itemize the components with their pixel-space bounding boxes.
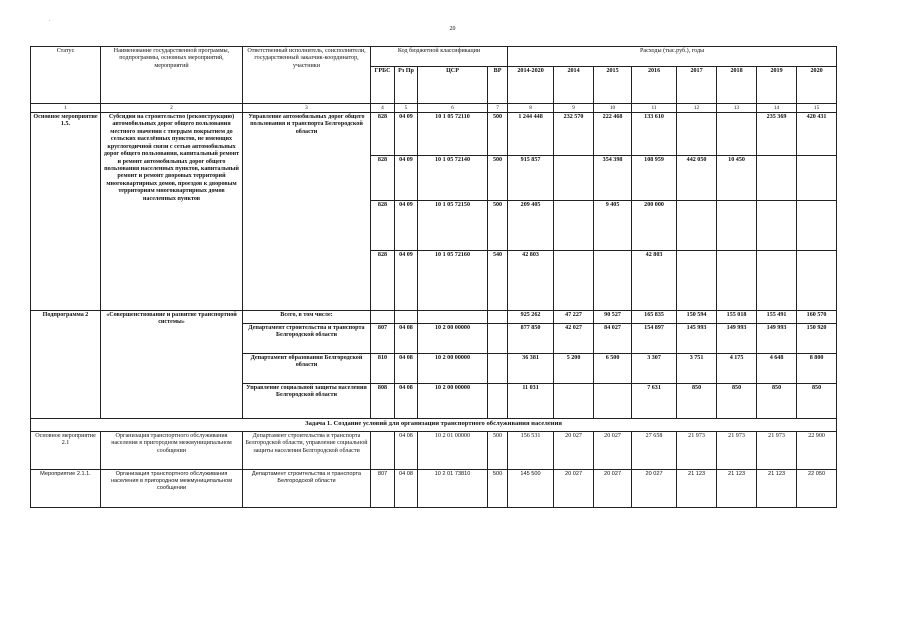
cell-total: 156 531 — [508, 432, 554, 470]
column-number: 7 — [488, 104, 508, 113]
cell-value: 3 307 — [632, 354, 677, 384]
cell-value — [717, 113, 757, 156]
cell-total: 877 850 — [508, 324, 554, 354]
cell-value: 21 123 — [757, 470, 797, 508]
header-status: Статус — [31, 47, 101, 104]
cell-total: 42 803 — [508, 251, 554, 311]
column-number: 1 — [31, 104, 101, 113]
cell-grbs: 828 — [371, 113, 395, 156]
cell-vr — [488, 384, 508, 419]
row-responsible: Департамент образования Белгородской области — [243, 354, 371, 384]
cell-csr: 10 2 00 00000 — [418, 384, 488, 419]
header-year: 2017 — [677, 67, 717, 104]
cell-rzpr — [395, 311, 418, 324]
column-number: 13 — [717, 104, 757, 113]
cell-value: 155 491 — [757, 311, 797, 324]
cell-rzpr: 04 09 — [395, 113, 418, 156]
row-responsible: Всего, в том числе: — [243, 311, 371, 324]
cell-grbs — [371, 311, 395, 324]
cell-value: 850 — [717, 384, 757, 419]
header-row — [31, 47, 837, 67]
cell-value: 155 018 — [717, 311, 757, 324]
cell-value: 222 468 — [594, 113, 632, 156]
cell-value: 22 900 — [797, 432, 837, 470]
cell-value — [797, 201, 837, 251]
row-status: Мероприятие 2.1.1. — [31, 470, 101, 508]
cell-value — [757, 251, 797, 311]
cell-rzpr: 04 08 — [395, 470, 418, 508]
cell-vr — [488, 311, 508, 324]
cell-value: 21 973 — [757, 432, 797, 470]
cell-value — [757, 201, 797, 251]
cell-csr — [418, 311, 488, 324]
cell-value: 850 — [797, 384, 837, 419]
header-vr: ВР — [488, 67, 508, 104]
cell-rzpr: 04 09 — [395, 251, 418, 311]
row-status: Основное мероприятие 1.5. — [31, 113, 101, 311]
cell-value: 4 648 — [757, 354, 797, 384]
cell-value — [554, 251, 594, 311]
cell-vr: 500 — [488, 113, 508, 156]
row-responsible: Управление социальной защиты населения Белгородской области — [243, 384, 371, 419]
cell-total: 209 405 — [508, 201, 554, 251]
header-year: 2015 — [594, 67, 632, 104]
cell-value — [554, 156, 594, 201]
cell-grbs: 828 — [371, 251, 395, 311]
cell-csr: 10 2 00 00000 — [418, 354, 488, 384]
cell-value: 21 973 — [677, 432, 717, 470]
header-year: 2016 — [632, 67, 677, 104]
column-number: 3 — [243, 104, 371, 113]
cell-value: 8 800 — [797, 354, 837, 384]
cell-vr: 500 — [488, 201, 508, 251]
page-number: 20 — [449, 26, 456, 32]
cell-vr — [488, 324, 508, 354]
cell-value: 3 751 — [677, 354, 717, 384]
cell-value: 149 993 — [717, 324, 757, 354]
cell-total: 925 262 — [508, 311, 554, 324]
cell-value: 47 227 — [554, 311, 594, 324]
cell-value — [797, 156, 837, 201]
cell-value — [797, 251, 837, 311]
cell-value: 4 175 — [717, 354, 757, 384]
cell-value: 154 897 — [632, 324, 677, 354]
cell-rzpr: 04 08 — [395, 324, 418, 354]
cell-value: 22 050 — [797, 470, 837, 508]
cell-value: 9 405 — [594, 201, 632, 251]
cell-value: 232 570 — [554, 113, 594, 156]
cell-total: 145 500 — [508, 470, 554, 508]
cell-value — [717, 251, 757, 311]
cell-vr: 500 — [488, 470, 508, 508]
header-year: 2014-2020 — [508, 67, 554, 104]
cell-value — [554, 384, 594, 419]
cell-value: 90 527 — [594, 311, 632, 324]
cell-grbs: 807 — [371, 470, 395, 508]
cell-value — [594, 251, 632, 311]
header-budget-code: Код бюджетной классификации — [371, 47, 508, 67]
column-number: 8 — [508, 104, 554, 113]
expenses-table — [30, 46, 837, 508]
cell-csr: 10 2 00 00000 — [418, 324, 488, 354]
cell-rzpr: 04 09 — [395, 201, 418, 251]
row-name: Субсидии на строительство (реконструкцию) автомобильных дорог общего пользования местного значения с твердым покрытием до сельских населённых пунктов, не имеющих круглогодичной связи с сетью автомобильных дорог общего пользования, капитальный ремонт и ремонт автомобильных дорог общего пользования населенных пунктов, капитальный ремонт и ремонт дворовых территорий многоквартирных домов, проездов к дворовым территориям многоквартирных домов населенных пунктов — [101, 113, 243, 311]
cell-value — [677, 251, 717, 311]
cell-value: 850 — [677, 384, 717, 419]
cell-total: 36 381 — [508, 354, 554, 384]
cell-rzpr: 04 09 — [395, 156, 418, 201]
table-row — [31, 311, 837, 324]
column-number: 5 — [395, 104, 418, 113]
row-responsible: Департамент строительства и транспорта Белгородской области — [243, 324, 371, 354]
task-title: Задача 1. Создание условий для организации транспортного обслуживания населения — [31, 419, 837, 432]
column-number: 14 — [757, 104, 797, 113]
cell-value: 42 803 — [632, 251, 677, 311]
cell-rzpr: 04 08 — [395, 354, 418, 384]
header-year: 2020 — [797, 67, 837, 104]
cell-value: 108 959 — [632, 156, 677, 201]
cell-value — [757, 156, 797, 201]
cell-csr: 10 1 05 72160 — [418, 251, 488, 311]
cell-total: 915 857 — [508, 156, 554, 201]
cell-value: 21 973 — [717, 432, 757, 470]
header-rzpr: Рз Пр — [395, 67, 418, 104]
cell-value: 27 658 — [632, 432, 677, 470]
cell-csr: 10 1 05 72110 — [418, 113, 488, 156]
cell-vr — [488, 354, 508, 384]
cell-value — [717, 201, 757, 251]
header-year: 2019 — [757, 67, 797, 104]
cell-value: 20 027 — [594, 432, 632, 470]
cell-rzpr: 04 08 — [395, 384, 418, 419]
column-number: 10 — [594, 104, 632, 113]
scan-mark: . — [49, 17, 51, 23]
cell-rzpr: 04 08 — [395, 432, 418, 470]
cell-value: 133 610 — [632, 113, 677, 156]
cell-value: 20 027 — [594, 470, 632, 508]
row-name: Организация транспортного обслуживания населения в пригородном межмуниципальном сообщении — [101, 470, 243, 508]
cell-grbs: 808 — [371, 384, 395, 419]
row-responsible: Департамент строительства и транспорта Белгородской области — [243, 470, 371, 508]
cell-value: 235 369 — [757, 113, 797, 156]
cell-value — [594, 384, 632, 419]
row-name: Организация транспортного обслуживания населения в пригородном межмуниципальном сообщении — [101, 432, 243, 470]
column-number-row — [31, 104, 837, 113]
header-year: 2018 — [717, 67, 757, 104]
header-grbs: ГРБС — [371, 67, 395, 104]
cell-vr: 540 — [488, 251, 508, 311]
cell-value: 42 027 — [554, 324, 594, 354]
cell-csr: 10 2 01 00000 — [418, 432, 488, 470]
cell-value: 200 000 — [632, 201, 677, 251]
cell-value: 442 050 — [677, 156, 717, 201]
cell-vr: 500 — [488, 432, 508, 470]
cell-value: 850 — [757, 384, 797, 419]
cell-value: 84 027 — [594, 324, 632, 354]
column-number: 12 — [677, 104, 717, 113]
cell-grbs: 828 — [371, 156, 395, 201]
cell-csr: 10 1 05 72150 — [418, 201, 488, 251]
table-row — [31, 432, 837, 470]
row-status: Подпрограмма 2 — [31, 311, 101, 419]
cell-grbs: 810 — [371, 354, 395, 384]
cell-grbs: 828 — [371, 201, 395, 251]
cell-value: 354 398 — [594, 156, 632, 201]
cell-csr: 10 1 05 72140 — [418, 156, 488, 201]
cell-csr: 10 2 01 73810 — [418, 470, 488, 508]
header-csr: ЦСР — [418, 67, 488, 104]
cell-total: 1 244 448 — [508, 113, 554, 156]
row-responsible: Управление автомобильных дорог общего пользования и транспорта Белгородской области — [243, 113, 371, 311]
cell-value — [677, 201, 717, 251]
cell-value: 20 027 — [554, 432, 594, 470]
cell-value: 21 123 — [677, 470, 717, 508]
header-name: Наименование государственной программы, подпрограммы, основных мероприятий, мероприятий — [101, 47, 243, 104]
task-row — [31, 419, 837, 432]
row-responsible: Департамент строительства и транспорта Белгородской области, управление социальной защиты населения Белгородской области — [243, 432, 371, 470]
cell-value: 150 920 — [797, 324, 837, 354]
column-number: 6 — [418, 104, 488, 113]
cell-value: 5 200 — [554, 354, 594, 384]
cell-value: 160 570 — [797, 311, 837, 324]
cell-value: 165 835 — [632, 311, 677, 324]
cell-value: 150 594 — [677, 311, 717, 324]
cell-value: 7 631 — [632, 384, 677, 419]
cell-grbs: 807 — [371, 324, 395, 354]
table-row — [31, 113, 837, 156]
row-name: «Совершенствование и развитие транспортной системы» — [101, 311, 243, 419]
cell-total: 11 031 — [508, 384, 554, 419]
cell-value: 420 431 — [797, 113, 837, 156]
row-status: Основное мероприятие 2.1 — [31, 432, 101, 470]
column-number: 2 — [101, 104, 243, 113]
cell-value: 21 123 — [717, 470, 757, 508]
column-number: 4 — [371, 104, 395, 113]
cell-value: 20 027 — [554, 470, 594, 508]
cell-grbs — [371, 432, 395, 470]
cell-value — [554, 201, 594, 251]
cell-value: 20 027 — [632, 470, 677, 508]
header-year: 2014 — [554, 67, 594, 104]
cell-value: 145 993 — [677, 324, 717, 354]
cell-value: 10 450 — [717, 156, 757, 201]
table-row — [31, 470, 837, 508]
cell-value: 149 993 — [757, 324, 797, 354]
column-number: 15 — [797, 104, 837, 113]
header-responsible: Ответственный исполнитель, соисполнители, государственный заказчик-координатор, участники — [243, 47, 371, 104]
column-number: 9 — [554, 104, 594, 113]
cell-value — [677, 113, 717, 156]
cell-vr: 500 — [488, 156, 508, 201]
header-expenses: Расходы (тыс.руб.), годы — [508, 47, 837, 67]
column-number: 11 — [632, 104, 677, 113]
cell-value: 6 500 — [594, 354, 632, 384]
